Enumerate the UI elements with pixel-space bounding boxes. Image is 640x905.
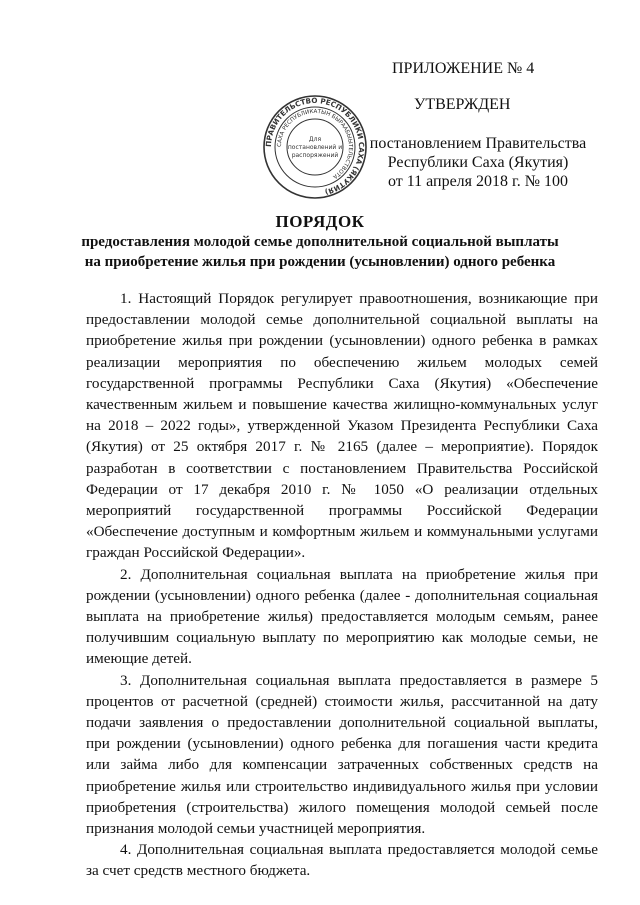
document-subtitle bbox=[80, 232, 560, 272]
subtitle-line-2: на приобретение жилья при рождении (усыновлении) одного ребенка bbox=[84, 254, 556, 270]
paragraph-2: 2. Дополнительная социальная выплата на приобретение жилья при рождении (усыновлении) одного ребенка (далее - дополнительная социальная выплата на приобретение жилья) предоставляется молодым семьям, ранее получившим социальную выплату по мероприятию как молодые семьи, не имеющие детей. bbox=[86, 565, 598, 668]
stamp-inner-text: САХА РЕСПУБЛИКАТЫН БЫРААБЫЫТЕЛЬСТВОТА bbox=[276, 108, 354, 180]
approved-label: УТВЕРЖДЕН bbox=[414, 96, 511, 113]
paragraph-4: 4. Дополнительная социальная выплата предоставляется молодой семье за счет средств местного бюджета. bbox=[86, 841, 598, 880]
decree-line-1: постановлением Правительства bbox=[369, 135, 587, 152]
subtitle-line-1: предоставления молодой семье дополнительной социальной выплаты bbox=[81, 234, 559, 250]
paragraph-1: 1. Настоящий Порядок регулирует правоотношения, возникающие при предоставлении молодой семье дополнительной социальной выплаты на приобретение жилья при рождении (усыновлении) одного ребенка в рамках реализации мероприятия по обеспечению жильем молодых семей государственной программы Республики Саха (Якутия) «Обеспечение качественным жильем и повышение качества жилищно-коммунальных услуг на 2018 – 2022 годы», утвержденной Указом Президента Республики Саха (Якутия) от 25 октября 2017 г. № 2165 (далее – мероприятие). Порядок разработан в соответствии с постановлением Правительства Российской Федерации от 17 декабря 2010 г. № 1050 «О реализации отдельных мероприятий государственной программы Российской Федерации «Обеспечение доступным и комфортным жильем и коммунальными услугами граждан Российской Федерации». bbox=[86, 290, 598, 562]
decree-line-3: от 11 апреля 2018 г. № 100 bbox=[387, 173, 569, 190]
paragraph-3: 3. Дополнительная социальная выплата предоставляется в размере 5 процентов от расчетной (средней) стоимости жилья, рассчитанной на дату подачи заявления о предоставлении дополнительной социальной выплаты, при рождении (усыновлении) одного ребенка для погашения части кредита или займа либо для компенсации затраченных собственных средств на приобретение жилья или строительство индивидуального жилья при условии приобретения (строительства) жилого помещения молодой семьей после признания молодой семьи участницей мероприятия. bbox=[86, 671, 598, 838]
appendix-label: ПРИЛОЖЕНИЕ № 4 bbox=[392, 60, 535, 77]
stamp-outer-text: ПРАВИТЕЛЬСТВО РЕСПУБЛИКИ САХА (ЯКУТИЯ) bbox=[263, 95, 367, 197]
decree-line-2: Республики Саха (Якутия) bbox=[387, 154, 569, 171]
stamp-center-line-1: Для bbox=[308, 136, 322, 143]
stamp-center-line-2: постановлений и bbox=[287, 144, 343, 151]
decree-reference bbox=[358, 134, 598, 191]
document-body bbox=[86, 288, 598, 882]
document-title: ПОРЯДОК bbox=[275, 212, 365, 231]
official-seal-stamp bbox=[262, 94, 368, 200]
stamp-center-line-3: распоряжений bbox=[291, 152, 339, 159]
